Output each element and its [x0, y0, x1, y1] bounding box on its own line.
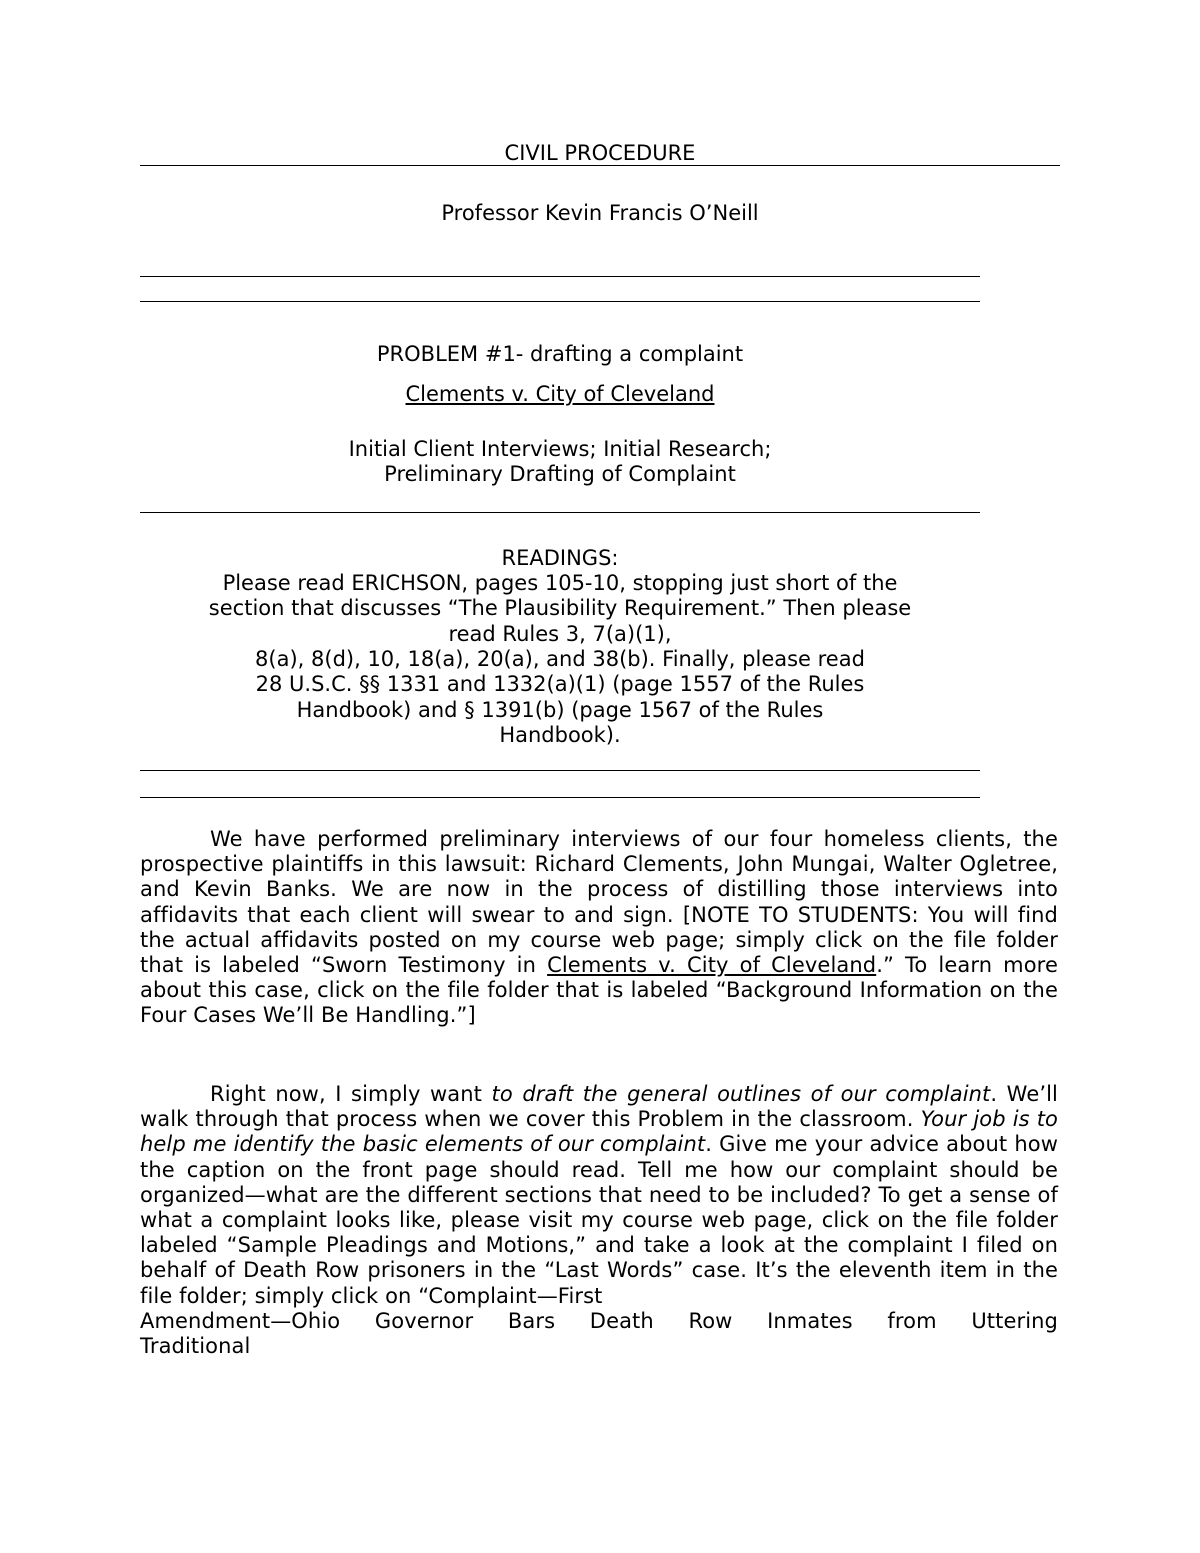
divider-rule [140, 512, 980, 513]
emphasis-text: Your job is to help me identify the basic elements of our complaint [140, 1107, 1059, 1157]
paragraph-text: . We’ll walk through that process when we cover this Problem in the classroom. [140, 1082, 1058, 1132]
readings-heading: READINGS: [501, 546, 619, 570]
paragraph-line: Traditional [140, 1334, 251, 1359]
case-name-reference: Clements v. City of Cleveland [547, 953, 877, 978]
readings-line: 28 U.S.C. §§ 1331 and 1332(a)(1) (page 1557 of the Rules [255, 672, 865, 696]
paragraph-text: Right now, I simply want [210, 1082, 492, 1106]
problem-subtitle-line: Preliminary Drafting of Complaint [384, 462, 736, 486]
readings-line: section that discusses “The Plausibility Requirement.” Then please [208, 596, 912, 620]
readings-line: Handbook) and § 1391(b) (page 1567 of the Rules [296, 698, 824, 722]
divider-rule [140, 797, 980, 798]
emphasis-text: to draft the general outlines of our complaint [491, 1082, 991, 1106]
paragraph-line: Amendment—Ohio Governor Bars Death Row Inmates from Uttering [140, 1308, 1058, 1333]
readings-line: Please read ERICHSON, pages 105-10, stopping just short of the [222, 571, 898, 595]
paragraph-text: . Give me your advice about how the caption on the front page should read. Tell me how our complaint should be organized—what are the different sections that need to be included? To get a sense of what a complaint looks like, please visit my course web page, click on the file folder labeled “Sample Pleadings and Motions,” and take a look at the complaint I filed on behalf of Death Row prisoners in the “Last Words” case. It’s the eleventh item in the file folder; simply click on “Complaint—First [140, 1132, 1059, 1308]
course-title: CIVIL PROCEDURE [504, 141, 696, 165]
readings-line: Handbook). [499, 723, 621, 747]
problem-title: PROBLEM #1- drafting a complaint [376, 342, 744, 366]
paragraph-drafting-task [140, 1082, 1058, 1359]
problem-subtitle-line: Initial Client Interviews; Initial Research; [348, 437, 772, 461]
paragraph-text: .” To learn more about this case, click on the file folder that is labeled “Background Information on the Four Cases We’ll Be Handling.”] [140, 953, 1058, 1028]
divider-rule [140, 770, 980, 771]
readings-line: read Rules 3, 7(a)(1), [448, 622, 672, 646]
readings-line: 8(a), 8(d), 10, 18(a), 20(a), and 38(b). Finally, please read [255, 647, 865, 671]
case-name: Clements v. City of Cleveland [405, 382, 715, 406]
professor-name: Professor Kevin Francis O’Neill [441, 201, 759, 225]
paragraph-text: We have performed preliminary interviews of our four homeless clients, the prospective plaintiffs in this lawsuit: Richard Clements, John Mungai, Walter Ogletree, and Kevin Banks. We are now in the process of distilling those interviews into affidavits that each client will swear to and sign. [NOTE TO STUDENTS: You will find the actual affidavits posted on my course web page; simply click on the file folder that is labeled “Sworn Testimony in [140, 827, 1058, 978]
paragraph-client-interviews [140, 827, 1058, 1029]
divider-rule [140, 276, 980, 277]
divider-rule [140, 301, 980, 302]
title-rule [140, 165, 1060, 166]
